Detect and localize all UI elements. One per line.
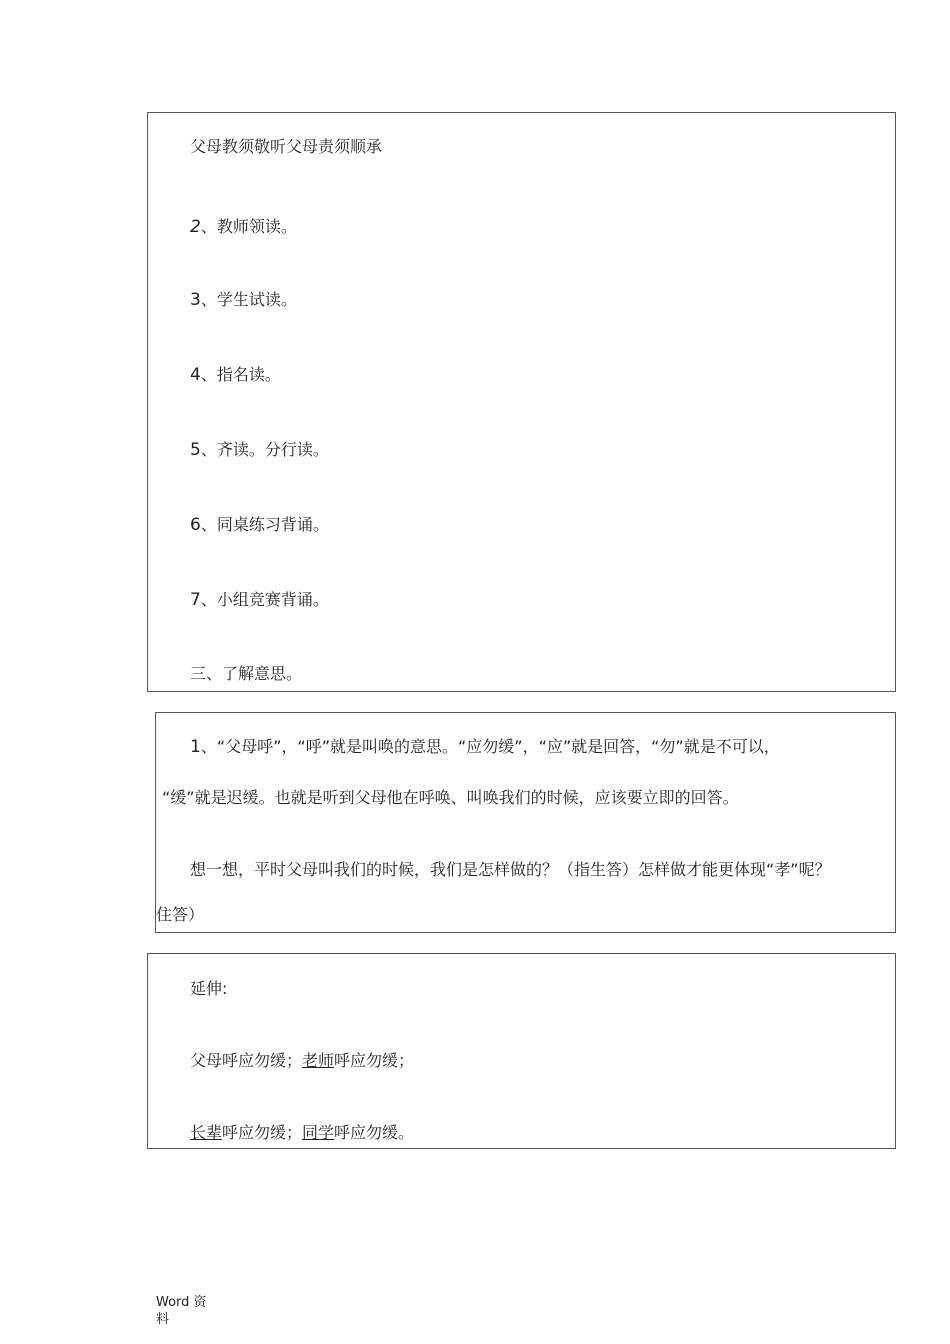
underlined-word: 长辈 <box>190 1123 223 1142</box>
step-number: 5 <box>190 440 201 460</box>
explanation-text: 、“父母呼”，“呼”就是叫唤的意思。“应勿缓”，“应”就是回答，“勿”就是不可以， <box>200 737 780 756</box>
question-line-2 <box>156 905 204 925</box>
extension-heading-text: 延伸: <box>190 979 228 998</box>
explanation-line-2 <box>162 788 739 808</box>
footer-label: Word 资料 <box>156 1295 207 1327</box>
section-heading <box>190 664 302 684</box>
question-line-1 <box>190 860 831 880</box>
step-number: 6 <box>190 515 201 535</box>
verse-line <box>190 137 382 157</box>
step-number: 4 <box>190 365 201 385</box>
step-3 <box>190 290 297 310</box>
extension-text: 呼应勿缓； <box>334 1051 415 1070</box>
step-number: 3 <box>190 290 201 310</box>
question-text: 想一想，平时父母叫我们的时候，我们是怎样做的？（指生答）怎样做才能更体现“孝”呢？ <box>190 860 831 879</box>
step-4 <box>190 365 281 385</box>
step-number: 7 <box>190 590 201 610</box>
extension-text: 父母呼应勿缓； <box>190 1051 303 1070</box>
step-text: 、学生试读。 <box>200 290 297 309</box>
step-5 <box>190 440 329 460</box>
extension-text: 呼应勿缓。 <box>334 1123 415 1142</box>
section-heading-text: 三、了解意思。 <box>190 664 303 683</box>
extension-box <box>147 953 896 1149</box>
step-text: 、小组竞赛背诵。 <box>200 590 329 609</box>
step-text: 、齐读。分行读。 <box>200 440 329 459</box>
underlined-word: 老师 <box>302 1051 335 1070</box>
step-7 <box>190 590 329 610</box>
step-2 <box>190 217 297 237</box>
extension-line-2 <box>190 1123 414 1143</box>
extension-line-1 <box>190 1051 414 1071</box>
explanation-line-1 <box>190 737 780 757</box>
recitation-steps-box <box>147 112 896 692</box>
step-text: 、教师领读。 <box>200 217 297 236</box>
step-6 <box>190 515 329 535</box>
para-number: 1 <box>190 737 201 757</box>
step-text: 、同桌练习背诵。 <box>200 515 329 534</box>
step-number: 2 <box>190 217 201 237</box>
explanation-text: “缓”就是迟缓。也就是听到父母他在呼唤、叫唤我们的时候，应该要立即的回答。 <box>162 788 739 807</box>
extension-text: 呼应勿缓； <box>222 1123 303 1142</box>
question-text: 住答） <box>156 905 205 924</box>
meaning-explanation-box <box>155 712 896 933</box>
verse-text: 父母教须敬听父母责须顺承 <box>190 137 383 156</box>
underlined-word: 同学 <box>302 1123 335 1142</box>
step-text: 、指名读。 <box>200 365 281 384</box>
extension-heading <box>190 979 227 999</box>
